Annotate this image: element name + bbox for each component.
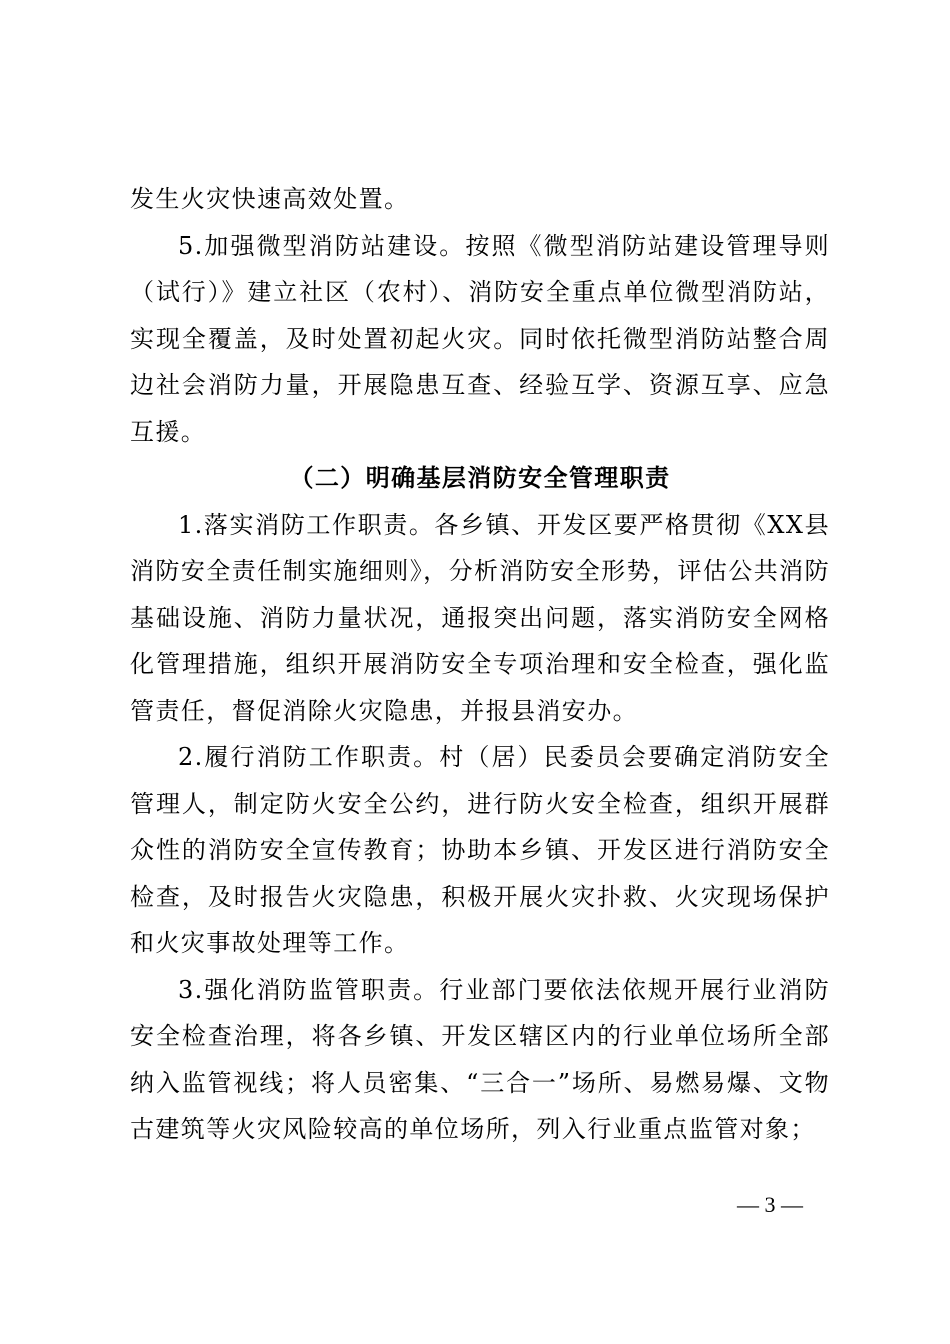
page-number: — 3 — bbox=[737, 1192, 803, 1217]
paragraph-continuation: 发生火灾快速高效处置。 bbox=[130, 185, 410, 213]
paragraph-item-3: 3.强化消防监管职责。行业部门要依法依规开展行业消防安全检查治理，将各乡镇、开发区辖区内的行业单位场所全部纳入监管视线；将人员密集、“三合一”场所、易燃易爆、文物古建筑等火灾风险较高的单位场所，列入行业重点监管对象； bbox=[130, 975, 830, 1143]
paragraph-item-1: 1.落实消防工作职责。各乡镇、开发区要严格贯彻《XX县消防安全责任制实施细则》，分析消防安全形势，评估公共消防基础设施、消防力量状况，通报突出问题，落实消防安全网格化管理措施，组织开展消防安全专项治理和安全检查，强化监管责任，督促消除火灾隐患，并报县消安办。 bbox=[130, 510, 830, 725]
paragraph-item-2: 2.履行消防工作职责。村（居）民委员会要确定消防安全管理人，制定防火安全公约，进行防火安全检查，组织开展群众性的消防安全宣传教育；协助本乡镇、开发区进行消防安全检查，及时报告火灾隐患，积极开展火灾扑救、火灾现场保护和火灾事故处理等工作。 bbox=[130, 743, 830, 957]
section-heading: （二）明确基层消防安全管理职责 bbox=[289, 463, 671, 492]
paragraph-item-5: 5.加强微型消防站建设。按照《微型消防站建设管理导则（试行）》建立社区（农村）、消防安全重点单位微型消防站，实现全覆盖，及时处置初起火灾。同时依托微型消防站整合周边社会消防力量，开展隐患互查、经验互学、资源互享、应急互援。 bbox=[130, 231, 830, 446]
document-body bbox=[130, 176, 830, 1153]
